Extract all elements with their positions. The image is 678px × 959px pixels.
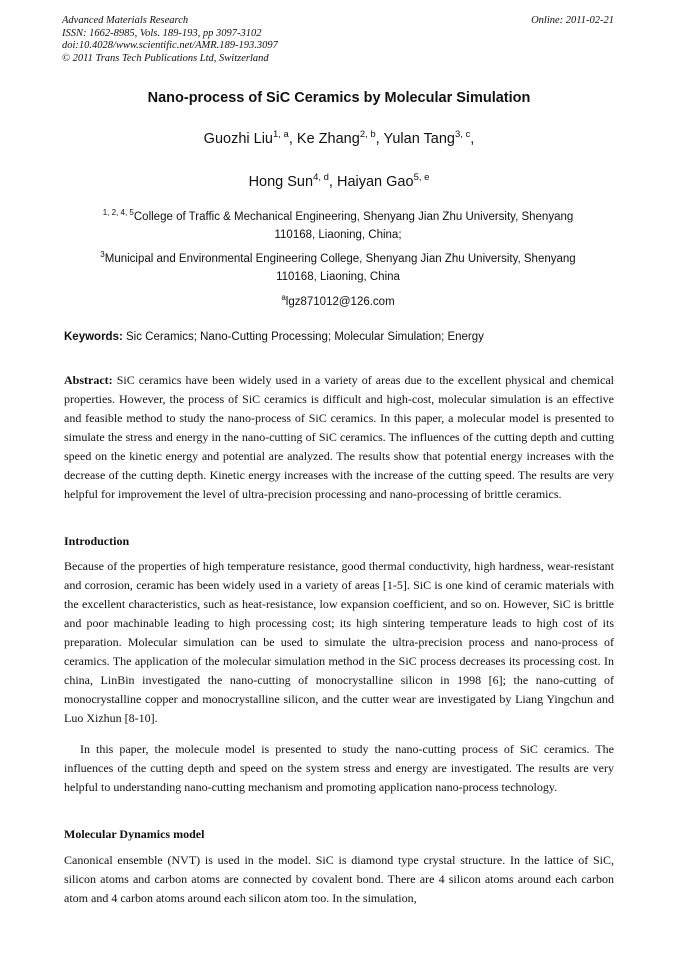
affiliation-2	[62, 250, 614, 286]
keywords-label: Keywords:	[64, 331, 123, 343]
author-superscript: 5, e	[413, 172, 430, 184]
abstract-label: Abstract:	[64, 373, 113, 387]
author-separator: ,	[470, 131, 475, 147]
affiliation-line: Municipal and Environmental Engineering College, Shenyang Jian Zhu University, Shenyang	[104, 253, 576, 265]
author-line-1	[0, 131, 678, 147]
author-name: Haiyan Gao	[336, 174, 414, 190]
journal-name: Advanced Materials Research	[62, 15, 189, 26]
keywords-text: Sic Ceramics; Nano-Cutting Processing; Molecular Simulation; Energy	[122, 331, 484, 343]
abstract	[64, 371, 614, 504]
author-separator: ,	[375, 131, 384, 147]
paper-title: Nano-process of SiC Ceramics by Molecular Simulation	[147, 90, 531, 106]
author-separator: ,	[328, 174, 337, 190]
affiliation-1	[62, 208, 614, 244]
abstract-text: SiC ceramics have been widely used in a variety of areas due to the excellent physical and chemical properties. However, the process of SiC ceramics is difficult and high-cost, molecular simulation is an effective and feasible method to study the nano-process of SiC ceramics. In this paper, a molecular model is presented to simulate the stress and energy in the nano-cutting of SiC ceramics. The influences of the cutting depth and cutting speed on the kinetic energy and potential are analyzed. The results show that potential energy increases with the decrease of the cutting depth. Kinetic energy increases with the increase of the cutting speed. The results are very helpful for improvement the level of ultra-precision processing and nano-processing of brittle ceramics.	[64, 373, 614, 501]
author-name: Hong Sun	[248, 174, 314, 190]
author-superscript: 1, a	[273, 129, 289, 141]
md-model-heading: Molecular Dynamics model	[64, 827, 205, 841]
affiliation-superscript: 3	[100, 250, 105, 260]
author-superscript: 2, b	[359, 129, 376, 141]
online-date: Online: 2011-02-21	[531, 15, 614, 26]
introduction-paragraph-2: In this paper, the molecule model is presented to study the nano-cutting process of SiC ceramics. The influences of the cutting depth and speed on the system stress and energy are investigated. The results are very helpful to understanding nano-cutting mechanism and promoting application nano-process technology.	[64, 742, 614, 794]
author-separator: ,	[288, 131, 297, 147]
copyright-line: © 2011 Trans Tech Publications Ltd, Switzerland	[62, 52, 269, 64]
affiliation-line: 110168, Liaoning, China;	[274, 229, 402, 241]
affiliation-line: 110168, Liaoning, China	[276, 271, 400, 283]
keywords	[64, 331, 616, 343]
author-line-2	[0, 174, 678, 190]
author-name: Guozhi Liu	[203, 131, 273, 147]
email-superscript: a	[281, 293, 286, 303]
author-superscript: 4, d	[313, 172, 329, 184]
md-model-paragraph-1: Canonical ensemble (NVT) is used in the model. SiC is diamond type crystal structure. In the lattice of SiC, silicon atoms and carbon atoms are connected by covalent bond. There are 4 silicon atoms around each carbon atom and 4 carbon atoms around each silicon atom too. In the simulation,	[64, 853, 614, 905]
issn-line: ISSN: 1662-8985, Vols. 189-193, pp 3097-3102	[62, 27, 262, 39]
author-superscript: 3, c	[454, 129, 471, 141]
author-name: Ke Zhang	[296, 131, 360, 147]
introduction-paragraph-1: Because of the properties of high temperature resistance, good thermal conductivity, high hardness, wear-resistant and corrosion, ceramic has been widely used in a variety of areas [1-5]. SiC is one kind of ceramic materials with the excellent characteristics, such as heat-resistance, low expansion coefficient, and so on. However, SiC is brittle and poor machinable leading to high processing cost; its high sintering temperature leads to high cost of its preparation. Molecular simulation can be used to simulate the ultra-precision process and nano-process of ceramics. The application of the molecular simulation method in the SiC process decreases its processing cost. In china, LinBin investigated the nano-cutting of monocrystalline silicon in 1998 [6]; the nano-cutting of monocrystalline copper and monocrystalline silicon, and the cutter wear are investigated by Liang Yingchun and Luo Xizhun [8-10].	[64, 559, 614, 725]
doi-line: doi:10.4028/www.scientific.net/AMR.189-193.3097	[62, 40, 278, 51]
affiliation-line: College of Traffic & Mechanical Engineering, Shenyang Jian Zhu University, Shenyang	[133, 211, 574, 223]
author-name: Yulan Tang	[383, 131, 455, 147]
email-address[interactable]: lgz871012@126.com	[285, 296, 395, 308]
affiliation-superscript: 1, 2, 4, 5	[102, 208, 134, 218]
journal-header	[62, 15, 614, 65]
email-line	[62, 293, 614, 311]
introduction-heading: Introduction	[64, 534, 130, 548]
